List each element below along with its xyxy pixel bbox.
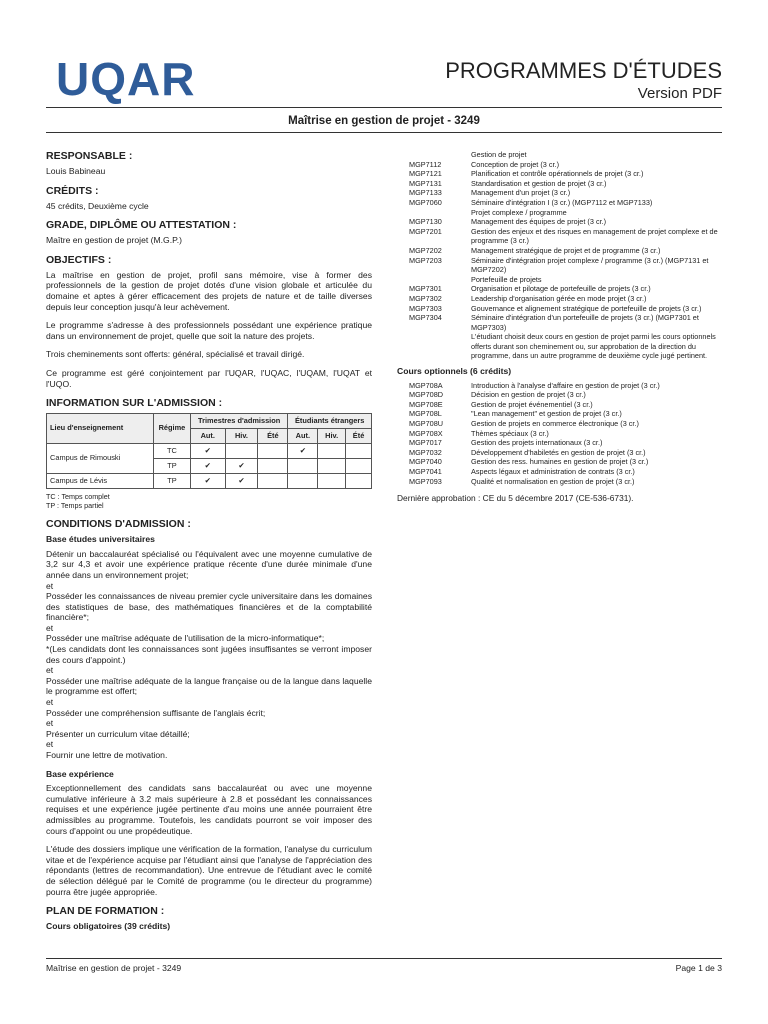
list-item [397,457,725,467]
course-code: MGP708U [409,419,444,429]
condition-line: Posséder les connaissances de niveau premier cycle universitaire dans les domaines des statistiques de base, des mathématiques financières et de la comptabilité financière*; [46,591,372,623]
course-title: Planification et contrôle opérationnels de projet (3 cr.) [471,169,644,179]
list-item [397,179,725,189]
course-code: MGP708E [409,399,443,409]
responsable-heading: RESPONSABLE : [46,150,133,162]
list-item [397,150,725,160]
course-title: "Lean management" et gestion de projet (3 cr.) [471,409,622,419]
objectifs-section [46,254,372,389]
sub-hiv: Hiv. [318,429,346,444]
course-code: MGP708A [409,380,443,390]
list-item [397,419,725,429]
condition-line: *(Les candidats dont les connaissances sont jugées insuffisantes se verront imposer des cours d'appoint.) [46,644,372,665]
col-regime: Régime [154,414,191,444]
objectifs-paragraph: Ce programme est géré conjointement par l'UQAR, l'UQAC, l'UQAM, l'UQAT et l'UQO. [46,367,372,389]
optional-heading: Cours optionnels (6 crédits) [397,366,512,377]
condition-line: Présenter un curriculum vitae détaillé; [46,728,190,739]
course-code: MGP7202 [409,245,442,255]
plan-section [46,905,372,932]
list-item [397,284,725,294]
condition-line: et [46,718,54,729]
header-rule [46,107,722,108]
course-code [397,332,471,361]
list-item [397,198,725,208]
campus-rimouski: Campus de Rimouski [47,444,154,474]
col-etrangers: Étudiants étrangers [288,414,372,429]
sub-hiv: Hiv. [225,429,258,444]
list-item [397,448,725,458]
list-item [397,294,725,304]
footer-rule [46,958,722,959]
sub-aut: Aut. [288,429,318,444]
right-column [397,150,725,504]
responsable-section [46,150,372,177]
list-item [397,169,725,179]
condition-line: Posséder une compréhension suffisante de l'anglais écrit; [46,707,266,718]
header-subtitle: Version PDF [637,85,722,102]
course-code: MGP7112 [409,159,442,169]
list-item [397,217,725,227]
course-code: MGP7303 [409,303,442,313]
left-column [46,150,372,938]
course-title: Introduction à l'analyse d'affaire en gestion de projet (3 cr.) [471,380,660,390]
exp-paragraph: Exceptionnellement des candidats sans baccalauréat ou avec une moyenne cumulative inférieure à 3.2 mais supérieure à 2.8 et possédant les connaissances requises et une expérience jugée pertinente d'au moins une année pourraient être admissibles au programme. Toutefois, les candidats pourront se voir imposer des cours d'appoint ou une propédeutique. [46,783,372,836]
list-item [397,256,725,275]
uqar-logo: UQAR [56,53,196,105]
course-title: Qualité et normalisation en gestion de projet (3 cr.) [471,476,635,486]
approbation-text: Dernière approbation : CE du 5 décembre 2017 (CE-536-6731). [397,493,634,504]
list-item [397,332,725,361]
responsable-text: Louis Babineau [46,166,106,176]
title-rule [46,132,722,133]
list-item [397,275,725,285]
condition-line: et [46,665,54,676]
col-trimestres: Trimestres d'admission [190,414,288,429]
list-item [397,390,725,400]
col-lieu: Lieu d'enseignement [47,414,154,444]
course-title: Gestion de projet événementiel (3 cr.) [471,399,593,409]
list-item [397,227,725,246]
table-row [47,444,372,459]
list-item [397,304,725,314]
univ-conditions [46,549,372,761]
course-code: MGP7302 [409,293,442,303]
sub-ete: Été [258,429,288,444]
course-code [397,208,471,218]
course-code [397,150,471,160]
course-title: Organisation et pilotage de portefeuille de projets (3 cr.) [471,284,651,294]
course-code: MGP7203 [409,255,442,265]
list-item [397,313,725,332]
sub-ete: Été [346,429,372,444]
course-code: MGP7301 [409,284,442,294]
course-title: Séminaire d'intégration I (3 cr.) (MGP7112 et MGP7133) [471,197,653,207]
list-item [397,208,725,218]
list-item [397,381,725,391]
objectifs-paragraph: Trois cheminements sont offerts: général, spécialisé et travail dirigé. [46,349,305,360]
list-item [397,246,725,256]
course-title: Management d'un projet (3 cr.) [471,188,571,198]
footer-program: Maîtrise en gestion de projet - 3249 [46,963,182,973]
course-title: Standardisation et gestion de projet (3 cr.) [471,178,607,188]
course-title: Management des équipes de projet (3 cr.) [471,217,607,227]
course-title: Gestion de projets en commerce électronique (3 cr.) [471,419,639,429]
course-title: Séminaire d'intégration d'un portefeuille de projets (3 cr.) (MGP7301 et MGP7303) [471,313,699,332]
obligatoires-heading: Cours obligatoires (39 crédits) [46,921,171,932]
check-icon: ✔ [190,459,225,474]
course-code: MGP708X [409,428,443,438]
base-exp-heading: Base expérience [46,768,114,779]
program-title: Maîtrise en gestion de projet - 3249 [288,115,480,127]
condition-line: et [46,580,54,591]
exp-paragraph: L'étude des dossiers implique une vérification de la formation, l'analyse du curriculum vitae et de l'expérience acquise par l'étudiant ainsi que l'analyse de l'appréciation des répondants (lettres de recommandation). Une entrevue de l'étudiant avec le comité de sélection délégué par le Comité de programme (ou le directeur du programme) pourra être jugée appropriée. [46,844,372,897]
course-title: Management stratégique de projet et de programme (3 cr.) [471,245,661,255]
objectifs-heading: OBJECTIFS : [46,253,112,266]
list-item [397,188,725,198]
admission-table [46,413,372,489]
credits-heading: CRÉDITS : [46,184,99,197]
course-title: Conception de projet (3 cr.) [471,159,560,169]
course-title: Portefeuille de projets [471,274,542,284]
check-icon: ✔ [225,459,258,474]
list-item [397,467,725,477]
condition-line: et [46,697,54,708]
plan-heading: PLAN DE FORMATION : [46,905,165,918]
conditions-section [46,518,372,897]
admission-info-heading: INFORMATION SUR L'ADMISSION : [46,397,223,410]
grade-text: Maître en gestion de projet (M.G.P.) [46,235,182,246]
regime-legend [46,493,372,510]
course-code: MGP7121 [409,169,442,179]
condition-line: et [46,622,54,633]
course-code: MGP7304 [409,313,442,323]
condition-line: Posséder une maîtrise adéquate de la langue française ou de la langue dans laquelle le programme est offert; [46,675,372,697]
credits-section [46,185,372,212]
check-icon: ✔ [225,474,258,489]
credits-text: 45 crédits, Deuxième cycle [46,200,149,211]
list-item [397,160,725,170]
table-row [47,474,372,489]
list-item [397,477,725,487]
course-title: Gestion des projets internationaux (3 cr.) [471,438,603,448]
course-title: Décision en gestion de projet (3 cr.) [471,390,586,400]
check-icon: ✔ [190,474,225,489]
course-code: MGP7041 [409,467,442,476]
optional-courses-list [397,381,725,487]
course-code: MGP7201 [409,226,442,236]
course-title: Gestion des ress. humaines en gestion de projet (3 cr.) [471,457,649,467]
grade-section [46,219,372,246]
conditions-heading: CONDITIONS D'ADMISSION : [46,518,191,531]
course-title: Thèmes spéciaux (3 cr.) [471,428,549,438]
regime-cell: TP [154,474,191,489]
objectifs-paragraph: Le programme s'adresse à des professionnels possédant une expérience pratique dans un environnement de projet, quelle que soit la nature des projets. [46,320,372,341]
course-code: MGP7093 [409,476,442,486]
course-code: MGP7131 [409,178,442,188]
base-univ-heading: Base études universitaires [46,534,155,545]
regime-cell: TC [154,444,191,459]
course-title: L'étudiant choisit deux cours en gestion de projet parmi les cours optionnels offerts durant son cheminement ou, sur approbation de la direction du programme, dans un autre programme de deuxième cycle jugé pertinent. [471,332,716,361]
course-code: MGP7133 [409,188,442,198]
course-code: MGP7040 [409,457,442,467]
sub-aut: Aut. [190,429,225,444]
course-code [397,275,471,285]
condition-line: et [46,739,54,750]
course-code: MGP7060 [409,197,442,207]
condition-line: Posséder une maîtrise adéquate de l'utilisation de la micro-informatique*; [46,633,325,644]
course-title: Gestion des enjeux et des risques en management de projet complexe et de programme (3 cr.) [471,226,718,246]
course-title: Leadership d'organisation gérée en mode projet (3 cr.) [471,293,647,303]
objectifs-paragraph: La maîtrise en gestion de projet, profil sans mémoire, vise à former des professionnels de la gestion de projet dotés d'une vision globale et articulée du domaine et aptes à gérer efficacement des projets de nature et de taille diverses depuis leur conception jusqu'à leur achèvement. [46,269,372,312]
list-item [397,400,725,410]
check-icon: ✔ [190,444,225,459]
course-title: Séminaire d'intégration projet complexe / programme (3 cr.) (MGP7131 et MGP7202) [471,255,709,275]
header-title: PROGRAMMES D'ÉTUDES [445,58,722,83]
condition-line: Fournir une lettre de motivation. [46,750,168,760]
legend-tc: TC : Temps complet [46,492,110,502]
course-code: MGP7130 [409,217,442,227]
course-code: MGP708D [409,390,444,400]
list-item [397,409,725,419]
course-title: Aspects légaux et administration de contrats (3 cr.) [471,467,635,476]
course-title: Développement d'habiletés en gestion de projet (3 cr.) [471,447,646,457]
course-code: MGP708L [409,409,442,419]
legend-tp: TP : Temps partiel [46,500,104,510]
course-code: MGP7032 [409,447,442,457]
list-item [397,429,725,439]
course-title: Gestion de projet [471,150,527,159]
campus-levis: Campus de Lévis [47,474,154,489]
course-code: MGP7017 [409,438,442,448]
regime-cell: TP [154,459,191,474]
admission-info-section [46,397,372,510]
list-item [397,438,725,448]
required-courses-list [397,150,725,361]
footer-page-number: Page 1 de 3 [675,963,722,973]
check-icon: ✔ [288,444,318,459]
course-title: Projet complexe / programme [471,207,567,217]
condition-line: Détenir un baccalauréat spécialisé ou l'équivalent avec une moyenne cumulative de 3,2 sur 4,3 et avoir une expérience pratique récente d'une durée minimale d'une année dans un environnement projet; [46,548,372,580]
grade-heading: GRADE, DIPLÔME OU ATTESTATION : [46,219,237,232]
course-title: Gouvernance et alignement stratégique de portefeuille de projets (3 cr.) [471,303,702,313]
